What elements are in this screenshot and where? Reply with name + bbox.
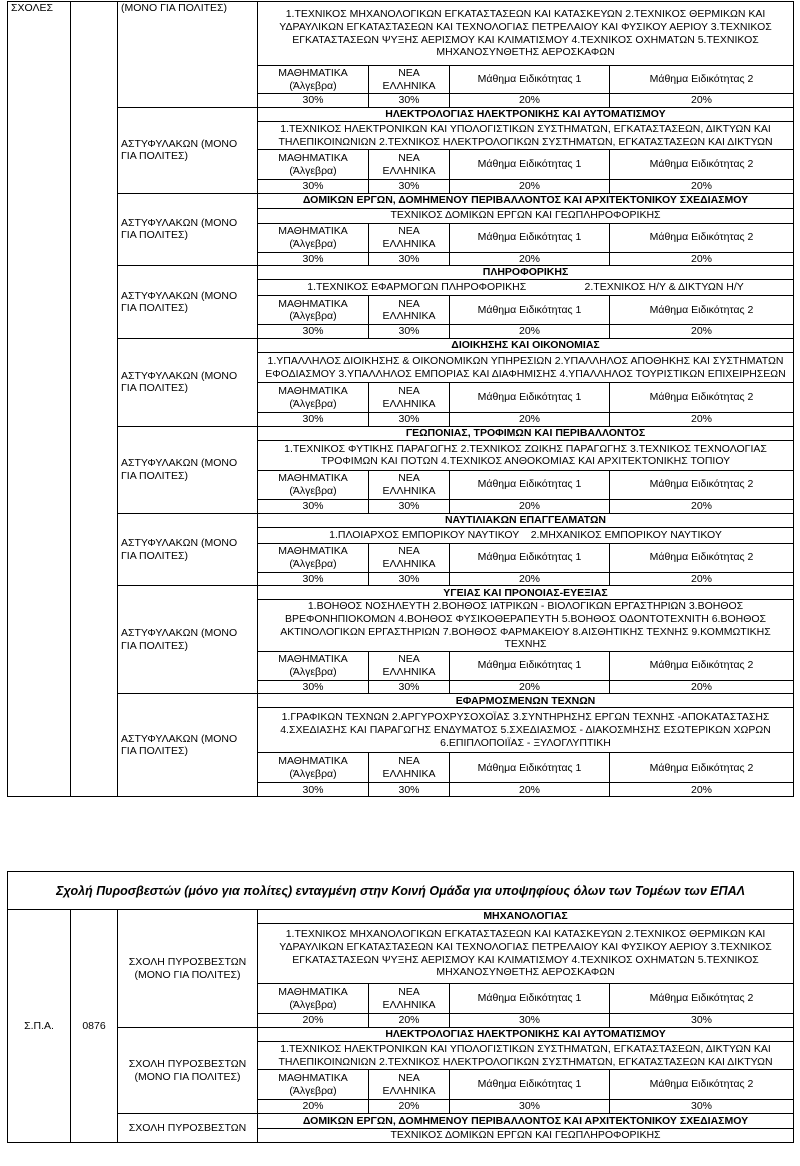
specialty-2-weight: 20% [610, 413, 794, 427]
specialty-2-weight: 30% [610, 1014, 794, 1028]
specialties-list: ΤΕΧΝΙΚΟΣ ΔΟΜΙΚΩΝ ΕΡΓΩΝ ΚΑΙ ΓΕΩΠΛΗΡΟΦΟΡΙΚΗΣ [258, 208, 794, 223]
school-name: ΑΣΤΥΦΥΛΑΚΩΝ (ΜΟΝΟ ΓΙΑ ΠΟΛΙΤΕΣ) [118, 426, 258, 513]
specialty-1-header: Μάθημα Ειδικότητας 1 [450, 66, 610, 94]
specialty-1-weight: 20% [450, 252, 610, 266]
math-header: ΜΑΘΗΜΑΤΙΚΑ (Άλγεβρα) [258, 223, 369, 252]
math-weight: 30% [258, 94, 369, 108]
greek-weight: 30% [369, 413, 450, 427]
school-name: ΑΣΤΥΦΥΛΑΚΩΝ (ΜΟΝΟ ΓΙΑ ΠΟΛΙΤΕΣ) [118, 108, 258, 194]
section-title: ΔΟΜΙΚΩΝ ΕΡΓΩΝ, ΔΟΜΗΜΕΝΟΥ ΠΕΡΙΒΑΛΛΟΝΤΟΣ ΚΑΙ ΑΡΧΙΤΕΚΤΟΝΙΚΟΥ ΣΧΕΔΙΑΣΜΟΥ [258, 1114, 794, 1129]
math-header: ΜΑΘΗΜΑΤΙΚΑ (Άλγεβρα) [258, 753, 369, 783]
specialty-1-weight: 20% [450, 783, 610, 797]
schools-table [7, 1, 794, 797]
code-column [71, 2, 118, 797]
math-weight: 30% [258, 499, 369, 513]
specialty-2-header: Μάθημα Ειδικότητας 2 [610, 383, 794, 413]
greek-header: ΝΕΑ ΕΛΛΗΝΙΚΑ [369, 223, 450, 252]
schools-label: ΣΧΟΛΕΣ [8, 2, 71, 797]
math-weight: 30% [258, 680, 369, 694]
specialty-1-header: Μάθημα Ειδικότητας 1 [450, 470, 610, 499]
section-title: ΔΟΜΙΚΩΝ ΕΡΓΩΝ, ΔΟΜΗΜΕΝΟΥ ΠΕΡΙΒΑΛΛΟΝΤΟΣ ΚΑΙ ΑΡΧΙΤΕΚΤΟΝΙΚΟΥ ΣΧΕΔΙΑΣΜΟΥ [258, 193, 794, 208]
specialties-list: 1.ΥΠΑΛΛΗΛΟΣ ΔΙΟΙΚΗΣΗΣ & ΟΙΚΟΝΟΜΙΚΩΝ ΥΠΗΡΕΣΙΩΝ 2.ΥΠΑΛΛΗΛΟΣ ΑΠΟΘΗΚΗΣ ΚΑΙ ΣΥΣΤΗΜΑΤΩΝ ΕΦΟΔΙΑΣΜΟΥ 3.ΥΠΑΛΛΗΛΟΣ ΕΜΠΟΡΙΑΣ ΚΑΙ ΔΙΑΦΗΜΙΣΗΣ 4.ΥΠΑΛΛΗΛΟΣ ΤΟΥΡΙΣΤΙΚΩΝ ΕΠΙΧΕΙΡΗΣΕΩΝ [258, 353, 794, 383]
math-weight: 30% [258, 572, 369, 586]
math-weight: 30% [258, 325, 369, 339]
greek-weight: 30% [369, 180, 450, 194]
section-title: ΜΗΧΑΝΟΛΟΓΙΑΣ [258, 910, 794, 924]
section-title: ΕΦΑΡΜΟΣΜΕΝΩΝ ΤΕΧΝΩΝ [258, 694, 794, 708]
greek-header: ΝΕΑ ΕΛΛΗΝΙΚΑ [369, 383, 450, 413]
specialty-2-weight: 20% [610, 783, 794, 797]
specialty-2-header: Μάθημα Ειδικότητας 2 [610, 543, 794, 572]
math-weight: 30% [258, 252, 369, 266]
school-name: (ΜΟΝΟ ΓΙΑ ΠΟΛΙΤΕΣ) [118, 2, 258, 108]
specialty-1-weight: 20% [450, 325, 610, 339]
greek-header: ΝΕΑ ΕΛΛΗΝΙΚΑ [369, 984, 450, 1014]
specialty-2-weight: 20% [610, 499, 794, 513]
academy-code: 0876 [71, 910, 118, 1143]
math-header: ΜΑΘΗΜΑΤΙΚΑ (Άλγεβρα) [258, 470, 369, 499]
specialty-1-weight: 20% [450, 499, 610, 513]
academy-code-name: Σ.Π.Α. [8, 910, 71, 1143]
specialties-list: 1.ΤΕΧΝΙΚΟΣ ΦΥΤΙΚΗΣ ΠΑΡΑΓΩΓΗΣ 2.ΤΕΧΝΙΚΟΣ ΖΩΙΚΗΣ ΠΑΡΑΓΩΓΗΣ 3.ΤΕΧΝΙΚΟΣ ΤΕΧΝΟΛΟΓΙΑΣ ΤΡΟΦΙΜΩΝ ΚΑΙ ΠΟΤΩΝ 4.ΤΕΧΝΙΚΟΣ ΑΝΘΟΚΟΜΙΑΣ ΚΑΙ ΑΡΧΙΤΕΚΤΟΝΙΚΗΣ ΤΟΠΙΟΥ [258, 440, 794, 470]
greek-header: ΝΕΑ ΕΛΛΗΝΙΚΑ [369, 753, 450, 783]
math-weight: 20% [258, 1100, 369, 1114]
school-name: ΑΣΤΥΦΥΛΑΚΩΝ (ΜΟΝΟ ΓΙΑ ΠΟΛΙΤΕΣ) [118, 193, 258, 266]
math-weight: 30% [258, 180, 369, 194]
specialty-2-header: Μάθημα Ειδικότητας 2 [610, 150, 794, 180]
specialties-list: 1.ΠΛΟΙΑΡΧΟΣ ΕΜΠΟΡΙΚΟΥ ΝΑΥΤΙΚΟΥ 2.ΜΗΧΑΝΙΚΟΣ ΕΜΠΟΡΙΚΟΥ ΝΑΥΤΙΚΟΥ [258, 527, 794, 543]
school-name: ΑΣΤΥΦΥΛΑΚΩΝ (ΜΟΝΟ ΓΙΑ ΠΟΛΙΤΕΣ) [118, 694, 258, 797]
specialty-1-header: Μάθημα Ειδικότητας 1 [450, 223, 610, 252]
math-header: ΜΑΘΗΜΑΤΙΚΑ (Άλγεβρα) [258, 296, 369, 325]
school-name: ΑΣΤΥΦΥΛΑΚΩΝ (ΜΟΝΟ ΓΙΑ ΠΟΛΙΤΕΣ) [118, 586, 258, 694]
greek-header: ΝΕΑ ΕΛΛΗΝΙΚΑ [369, 651, 450, 680]
specialties-list: 1.ΒΟΗΘΟΣ ΝΟΣΗΛΕΥΤΗ 2.ΒΟΗΘΟΣ ΙΑΤΡΙΚΩΝ - ΒΙΟΛΟΓΙΚΩΝ ΕΡΓΑΣΤΗΡΙΩΝ 3.ΒΟΗΘΟΣ ΒΡΕΦΟΝΗΠΙΟΚΟΜΩΝ 4.ΒΟΗΘΟΣ ΦΥΣΙΚΟΘΕΡΑΠΕΥΤΗ 5.ΒΟΗΘΟΣ ΟΔΟΝΤΟΤΕΧΝΙΤΗ 6.ΒΟΗΘΟΣ ΑΚΤΙΝΟΛΟΓΙΚΩΝ ΕΡΓΑΣΤΗΡΙΩΝ 7.ΒΟΗΘΟΣ ΦΑΡΜΑΚΕΙΟΥ 8.ΑΙΣΘΗΤΙΚΗΣ ΤΕΧΝΗΣ 9.ΚΟΜΜΩΤΙΚΗΣ ΤΕΧΝΗΣ [258, 600, 794, 651]
math-header: ΜΑΘΗΜΑΤΙΚΑ (Άλγεβρα) [258, 543, 369, 572]
math-header: ΜΑΘΗΜΑΤΙΚΑ (Άλγεβρα) [258, 1070, 369, 1100]
specialty-1-header: Μάθημα Ειδικότητας 1 [450, 543, 610, 572]
greek-weight: 30% [369, 252, 450, 266]
section-title: ΥΓΕΙΑΣ ΚΑΙ ΠΡΟΝΟΙΑΣ-ΕΥΕΞΙΑΣ [258, 586, 794, 600]
specialty-1-weight: 30% [450, 1100, 610, 1114]
specialty-1-weight: 20% [450, 572, 610, 586]
math-weight: 30% [258, 783, 369, 797]
specialty-2-header: Μάθημα Ειδικότητας 2 [610, 1070, 794, 1100]
section-title: ΗΛΕΚΤΡΟΛΟΓΙΑΣ ΗΛΕΚΤΡΟΝΙΚΗΣ ΚΑΙ ΑΥΤΟΜΑΤΙΣΜΟΥ [258, 1028, 794, 1042]
school-name: ΣΧΟΛΗ ΠΥΡΟΣΒΕΣΤΩΝ (ΜΟΝΟ ΓΙΑ ΠΟΛΙΤΕΣ) [118, 1028, 258, 1114]
specialty-2-header: Μάθημα Ειδικότητας 2 [610, 470, 794, 499]
specialty-1-weight: 20% [450, 413, 610, 427]
section-title: ΓΕΩΠΟΝΙΑΣ, ΤΡΟΦΙΜΩΝ ΚΑΙ ΠΕΡΙΒΑΛΛΟΝΤΟΣ [258, 426, 794, 440]
school-name: ΑΣΤΥΦΥΛΑΚΩΝ (ΜΟΝΟ ΓΙΑ ΠΟΛΙΤΕΣ) [118, 266, 258, 339]
school-name: ΣΧΟΛΗ ΠΥΡΟΣΒΕΣΤΩΝ [118, 1114, 258, 1143]
specialties-list: 1.ΓΡΑΦΙΚΩΝ ΤΕΧΝΩΝ 2.ΑΡΓΥΡΟΧΡΥΣΟΧΟΪΑΣ 3.ΣΥΝΤΗΡΗΣΗΣ ΕΡΓΩΝ ΤΕΧΝΗΣ -ΑΠΟΚΑΤΑΣΤΑΣΗΣ 4.ΣΧΕΔΙΑΣΗΣ ΚΑΙ ΠΑΡΑΓΩΓΗΣ ΕΝΔΥΜΑΤΟΣ 5.ΣΧΕΔΙΑΣΜΟΣ - ΔΙΑΚΟΣΜΗΣΗΣ ΕΣΩΤΕΡΙΚΩΝ ΧΩΡΩΝ 6.ΕΠΙΠΛΟΠΟΙΪΑΣ - ΞΥΛΟΓΛΥΠΤΙΚΗ [258, 708, 794, 753]
specialty-1-header: Μάθημα Ειδικότητας 1 [450, 150, 610, 180]
math-header: ΜΑΘΗΜΑΤΙΚΑ (Άλγεβρα) [258, 651, 369, 680]
specialty-1-weight: 30% [450, 1014, 610, 1028]
specialty-2-weight: 20% [610, 680, 794, 694]
greek-header: ΝΕΑ ΕΛΛΗΝΙΚΑ [369, 150, 450, 180]
specialties-list: 1.ΤΕΧΝΙΚΟΣ ΜΗΧΑΝΟΛΟΓΙΚΩΝ ΕΓΚΑΤΑΣΤΑΣΕΩΝ ΚΑΙ ΚΑΤΑΣΚΕΥΩΝ 2.ΤΕΧΝΙΚΟΣ ΘΕΡΜΙΚΩΝ ΚΑΙ ΥΔΡΑΥΛΙΚΩΝ ΕΓΚΑΤΑΣΤΑΣΕΩΝ ΚΑΙ ΤΕΧΝΟΛΟΓΙΑΣ ΠΕΤΡΕΛΑΙΟΥ ΚΑΙ ΦΥΣΙΚΟΥ ΑΕΡΙΟΥ 3.ΤΕΧΝΙΚΟΣ ΕΓΚΑΤΑΣΤΑΣΕΩΝ ΨΥΞΗΣ ΑΕΡΙΣΜΟΥ ΚΑΙ ΚΛΙΜΑΤΙΣΜΟΥ 4.ΤΕΧΝΙΚΟΣ ΟΧΗΜΑΤΩΝ 5.ΤΕΧΝΙΚΟΣ ΜΗΧΑΝΟΣΥΝΘΕΤΗΣ ΑΕΡΟΣΚΑΦΩΝ [258, 2, 794, 66]
specialty-2-weight: 20% [610, 94, 794, 108]
greek-weight: 30% [369, 680, 450, 694]
math-header: ΜΑΘΗΜΑΤΙΚΑ (Άλγεβρα) [258, 383, 369, 413]
section-title: ΝΑΥΤΙΛΙΑΚΩΝ ΕΠΑΓΓΕΛΜΑΤΩΝ [258, 513, 794, 527]
specialty-2-header: Μάθημα Ειδικότητας 2 [610, 651, 794, 680]
specialties-list: ΤΕΧΝΙΚΟΣ ΔΟΜΙΚΩΝ ΕΡΓΩΝ ΚΑΙ ΓΕΩΠΛΗΡΟΦΟΡΙΚΗΣ [258, 1129, 794, 1143]
specialty-1-weight: 20% [450, 180, 610, 194]
specialty-2-header: Μάθημα Ειδικότητας 2 [610, 223, 794, 252]
fire-academy-title: Σχολή Πυροσβεστών (μόνο για πολίτες) ενταγμένη στην Κοινή Ομάδα για υποψηφίους όλων των Τομέων των ΕΠΑΛ [8, 872, 794, 910]
specialty-1-header: Μάθημα Ειδικότητας 1 [450, 651, 610, 680]
math-weight: 20% [258, 1014, 369, 1028]
specialty-1-header: Μάθημα Ειδικότητας 1 [450, 753, 610, 783]
greek-weight: 30% [369, 325, 450, 339]
school-name: ΑΣΤΥΦΥΛΑΚΩΝ (ΜΟΝΟ ΓΙΑ ΠΟΛΙΤΕΣ) [118, 513, 258, 586]
specialties-list: 1.ΤΕΧΝΙΚΟΣ ΜΗΧΑΝΟΛΟΓΙΚΩΝ ΕΓΚΑΤΑΣΤΑΣΕΩΝ ΚΑΙ ΚΑΤΑΣΚΕΥΩΝ 2.ΤΕΧΝΙΚΟΣ ΘΕΡΜΙΚΩΝ ΚΑΙ ΥΔΡΑΥΛΙΚΩΝ ΕΓΚΑΤΑΣΤΑΣΕΩΝ ΚΑΙ ΤΕΧΝΟΛΟΓΙΑΣ ΠΕΤΡΕΛΑΙΟΥ ΚΑΙ ΦΥΣΙΚΟΥ ΑΕΡΙΟΥ 3.ΤΕΧΝΙΚΟΣ ΕΓΚΑΤΑΣΤΑΣΕΩΝ ΨΥΞΗΣ ΑΕΡΙΣΜΟΥ ΚΑΙ ΚΛΙΜΑΤΙΣΜΟΥ 4.ΤΕΧΝΙΚΟΣ ΟΧΗΜΑΤΩΝ 5.ΤΕΧΝΙΚΟΣ ΜΗΧΑΝΟΣΥΝΘΕΤΗΣ ΑΕΡΟΣΚΑΦΩΝ [258, 924, 794, 984]
greek-weight: 30% [369, 94, 450, 108]
school-name: ΑΣΤΥΦΥΛΑΚΩΝ (ΜΟΝΟ ΓΙΑ ΠΟΛΙΤΕΣ) [118, 339, 258, 427]
specialty-1-weight: 20% [450, 94, 610, 108]
greek-header: ΝΕΑ ΕΛΛΗΝΙΚΑ [369, 296, 450, 325]
specialty-2-header: Μάθημα Ειδικότητας 2 [610, 984, 794, 1014]
specialty-1-header: Μάθημα Ειδικότητας 1 [450, 984, 610, 1014]
specialty-1-header: Μάθημα Ειδικότητας 1 [450, 296, 610, 325]
math-header: ΜΑΘΗΜΑΤΙΚΑ (Άλγεβρα) [258, 984, 369, 1014]
specialty-2-header: Μάθημα Ειδικότητας 2 [610, 66, 794, 94]
section-title: ΠΛΗΡΟΦΟΡΙΚΗΣ [258, 266, 794, 280]
specialty-1-header: Μάθημα Ειδικότητας 1 [450, 383, 610, 413]
greek-header: ΝΕΑ ΕΛΛΗΝΙΚΑ [369, 470, 450, 499]
specialty-1-header: Μάθημα Ειδικότητας 1 [450, 1070, 610, 1100]
greek-weight: 30% [369, 783, 450, 797]
specialty-2-weight: 20% [610, 252, 794, 266]
math-header: ΜΑΘΗΜΑΤΙΚΑ (Άλγεβρα) [258, 150, 369, 180]
specialty-2-header: Μάθημα Ειδικότητας 2 [610, 753, 794, 783]
section-title: ΔΙΟΙΚΗΣΗΣ ΚΑΙ ΟΙΚΟΝΟΜΙΑΣ [258, 339, 794, 353]
specialties-list: 1.ΤΕΧΝΙΚΟΣ ΗΛΕΚΤΡΟΝΙΚΩΝ ΚΑΙ ΥΠΟΛΟΓΙΣΤΙΚΩΝ ΣΥΣΤΗΜΑΤΩΝ, ΕΓΚΑΤΑΣΤΑΣΕΩΝ, ΔΙΚΤΥΩΝ ΚΑΙ ΤΗΛΕΠΙΚΟΙΝΩΝΙΩΝ 2.ΤΕΧΝΙΚΟΣ ΗΛΕΚΤΡΟΛΟΓΙΚΩΝ ΣΥΣΤΗΜΑΤΩΝ, ΕΓΚΑΤΑΣΤΑΣΕΩΝ ΚΑΙ ΔΙΚΤΥΩΝ [258, 1042, 794, 1070]
greek-weight: 20% [369, 1100, 450, 1114]
greek-header: ΝΕΑ ΕΛΛΗΝΙΚΑ [369, 543, 450, 572]
specialties-list: 1.ΤΕΧΝΙΚΟΣ ΗΛΕΚΤΡΟΝΙΚΩΝ ΚΑΙ ΥΠΟΛΟΓΙΣΤΙΚΩΝ ΣΥΣΤΗΜΑΤΩΝ, ΕΓΚΑΤΑΣΤΑΣΕΩΝ, ΔΙΚΤΥΩΝ ΚΑΙ ΤΗΛΕΠΙΚΟΙΝΩΝΙΩΝ 2.ΤΕΧΝΙΚΟΣ ΗΛΕΚΤΡΟΛΟΓΙΚΩΝ ΣΥΣΤΗΜΑΤΩΝ, ΕΓΚΑΤΑΣΤΑΣΕΩΝ ΚΑΙ ΔΙΚΤΥΩΝ [258, 122, 794, 150]
greek-weight: 30% [369, 499, 450, 513]
fire-academy-table [7, 871, 794, 1143]
school-name: ΣΧΟΛΗ ΠΥΡΟΣΒΕΣΤΩΝ (ΜΟΝΟ ΓΙΑ ΠΟΛΙΤΕΣ) [118, 910, 258, 1028]
specialty-2-weight: 20% [610, 325, 794, 339]
greek-header: ΝΕΑ ΕΛΛΗΝΙΚΑ [369, 1070, 450, 1100]
specialty-2-header: Μάθημα Ειδικότητας 2 [610, 296, 794, 325]
specialty-2-weight: 20% [610, 572, 794, 586]
greek-weight: 30% [369, 572, 450, 586]
section-title: ΗΛΕΚΤΡΟΛΟΓΙΑΣ ΗΛΕΚΤΡΟΝΙΚΗΣ ΚΑΙ ΑΥΤΟΜΑΤΙΣΜΟΥ [258, 108, 794, 122]
specialty-2-weight: 20% [610, 180, 794, 194]
greek-header: ΝΕΑ ΕΛΛΗΝΙΚΑ [369, 66, 450, 94]
math-weight: 30% [258, 413, 369, 427]
math-header: ΜΑΘΗΜΑΤΙΚΑ (Άλγεβρα) [258, 66, 369, 94]
specialties-list: 1.ΤΕΧΝΙΚΟΣ ΕΦΑΡΜΟΓΩΝ ΠΛΗΡΟΦΟΡΙΚΗΣ 2.ΤΕΧΝΙΚΟΣ Η/Υ & ΔΙΚΤΥΩΝ Η/Υ [258, 280, 794, 296]
specialty-1-weight: 20% [450, 680, 610, 694]
greek-weight: 20% [369, 1014, 450, 1028]
specialty-2-weight: 30% [610, 1100, 794, 1114]
